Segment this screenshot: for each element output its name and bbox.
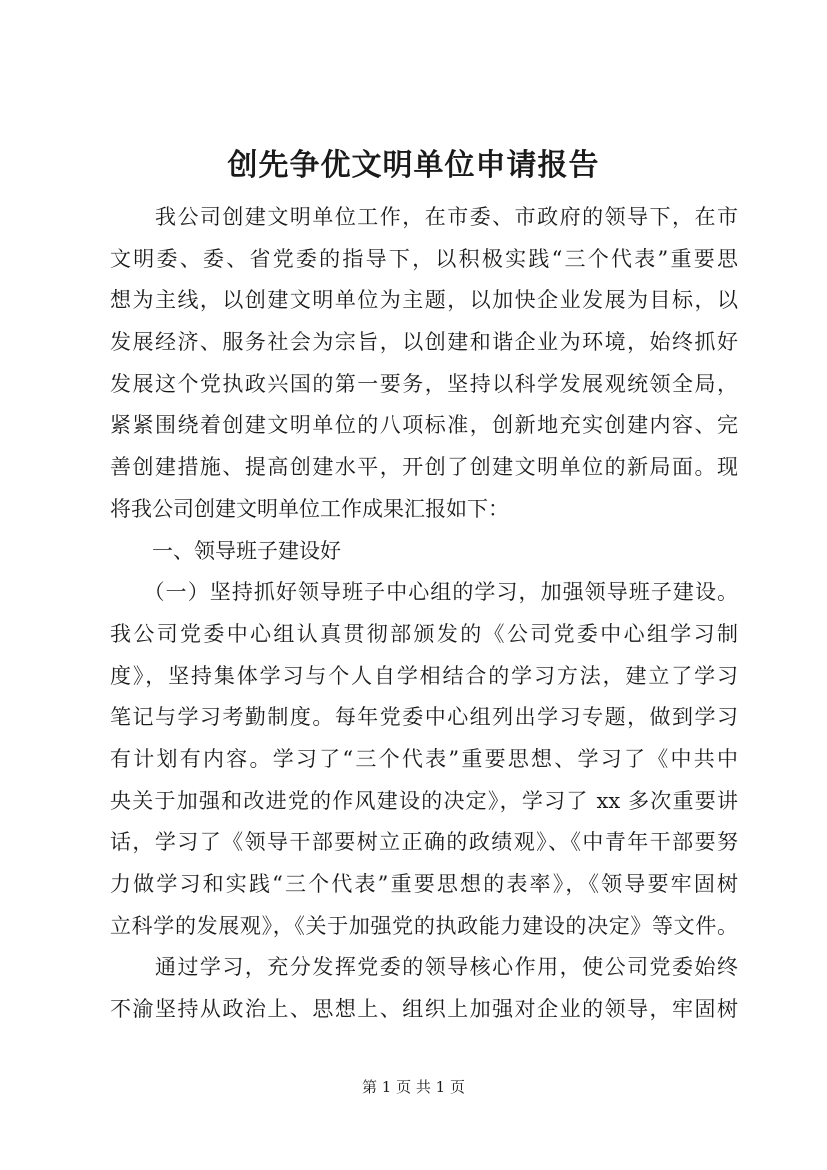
body-line: 度》，坚持集体学习与个人自学相结合的学习方法，建立了学习 xyxy=(110,663,738,688)
body-line: 将我公司创建文明单位工作成果汇报如下： xyxy=(110,496,509,521)
body-line: 有计划有内容。学习了“三个代表”重要思想、学习了《中共中 xyxy=(110,746,738,771)
document-title: 创先争优文明单位申请报告 xyxy=(227,148,600,183)
body-line: 话，学习了《领导干部要树立正确的政绩观》、《中青年干部要努 xyxy=(110,830,738,855)
body-line: 立科学的发展观》，《关于加强党的执政能力建设的决定》等文件。 xyxy=(110,913,738,938)
body-line: 发展经济、服务社会为宗旨，以创建和谐企业为环境，始终抓好 xyxy=(110,330,738,355)
body-line: 央关于加强和改进党的作风建设的决定》，学习了 xx 多次重要讲 xyxy=(110,788,738,813)
body-line: （一）坚持抓好领导班子中心组的学习，加强领导班子建设。 xyxy=(110,580,738,605)
body-line: 想为主线，以创建文明单位为主题，以加快企业发展为目标，以 xyxy=(110,288,738,313)
body-line: 我公司创建文明单位工作，在市委、市政府的领导下，在市 xyxy=(110,205,738,229)
body-line: 不渝坚持从政治上、思想上、组织上加强对企业的领导，牢固树 xyxy=(110,997,738,1022)
document-body xyxy=(110,197,738,1031)
body-line: 紧紧围绕着创建文明单位的八项标准，创新地充实创建内容、完 xyxy=(110,413,738,438)
body-line: 一、领导班子建设好 xyxy=(110,538,341,563)
body-line: 通过学习，充分发挥党委的领导核心作用，使公司党委始终 xyxy=(110,955,738,980)
body-line: 力做学习和实践“三个代表”重要思想的表率》，《领导要牢固树 xyxy=(110,872,738,896)
body-line: 善创建措施、提高创建水平，开创了创建文明单位的新局面。现 xyxy=(110,455,738,480)
body-line: 发展这个党执政兴国的第一要务，坚持以科学发展观统领全局， xyxy=(110,371,738,396)
body-line: 文明委、委、省党委的指导下，以积极实践“三个代表”重要思 xyxy=(110,246,738,271)
body-line: 笔记与学习考勤制度。每年党委中心组列出学习专题，做到学习 xyxy=(110,705,738,730)
body-line: 我公司党委中心组认真贯彻部颁发的《公司党委中心组学习制 xyxy=(110,621,738,646)
page-footer: 第 1 页 共 1 页 xyxy=(362,1078,465,1096)
